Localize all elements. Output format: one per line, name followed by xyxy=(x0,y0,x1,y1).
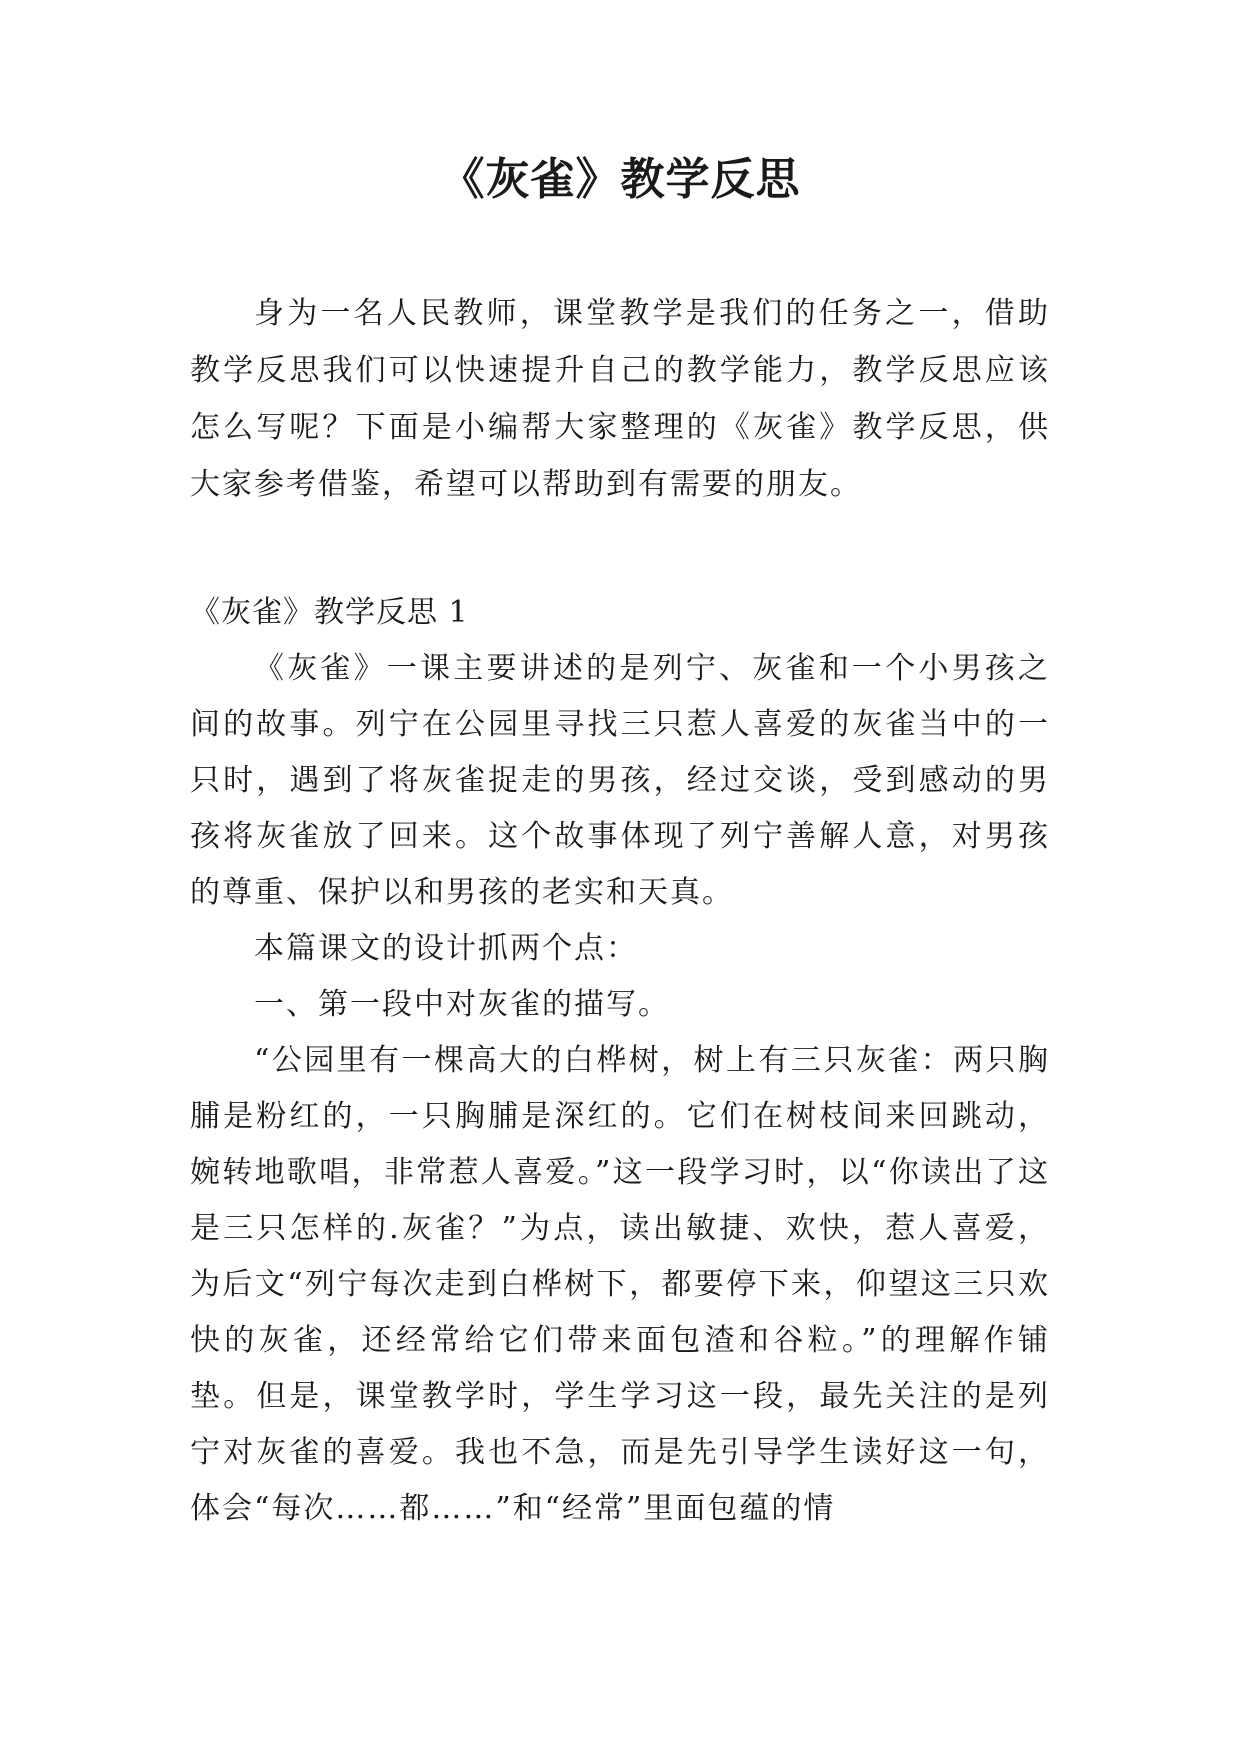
document-title: 《灰雀》教学反思 xyxy=(440,154,801,205)
section-1 xyxy=(190,585,1050,1537)
paragraph: 《灰雀》一课主要讲述的是列宁、灰雀和一个小男孩之间的故事。列宁在公园里寻找三只惹人喜爱的灰雀当中的一只时，遇到了将灰雀捉走的男孩，经过交谈，受到感动的男孩将灰雀放了回来。这个故事体现了列宁善解人意，对男孩的尊重、保护以和男孩的老实和天真。 xyxy=(190,651,1050,910)
intro-paragraph: 身为一名人民教师，课堂教学是我们的任务之一，借助教学反思我们可以快速提升自己的教学能力，教学反思应该怎么写呢？下面是小编帮大家整理的《灰雀》教学反思，供大家参考借鉴，希望可以帮助到有需要的朋友。 xyxy=(190,296,1050,502)
paragraph: 本篇课文的设计抓两个点： xyxy=(254,931,638,966)
section-heading: 《灰雀》教学反思 1 xyxy=(190,595,469,630)
intro-block xyxy=(190,285,1050,513)
paragraph: 一、第一段中对灰雀的描写。 xyxy=(254,987,670,1022)
paragraph: “公园里有一棵高大的白桦树，树上有三只灰雀：两只胸脯是粉红的，一只胸脯是深红的。它们在树枝间来回跳动，婉转地歌唱，非常惹人喜爱。”这一段学习时，以“你读出了这是三只怎样的.灰雀？”为点，读出敏捷、欢快，惹人喜爱，为后文“列宁每次走到白桦树下，都要停下来，仰望这三只欢快的灰雀，还经常给它们带来面包渣和谷粒。”的理解作铺垫。但是，课堂教学时，学生学习这一段，最先关注的是列宁对灰雀的喜爱。我也不急，而是先引导学生读好这一句，体会“每次……都……”和“经常”里面包蕴的情 xyxy=(190,1043,1050,1526)
